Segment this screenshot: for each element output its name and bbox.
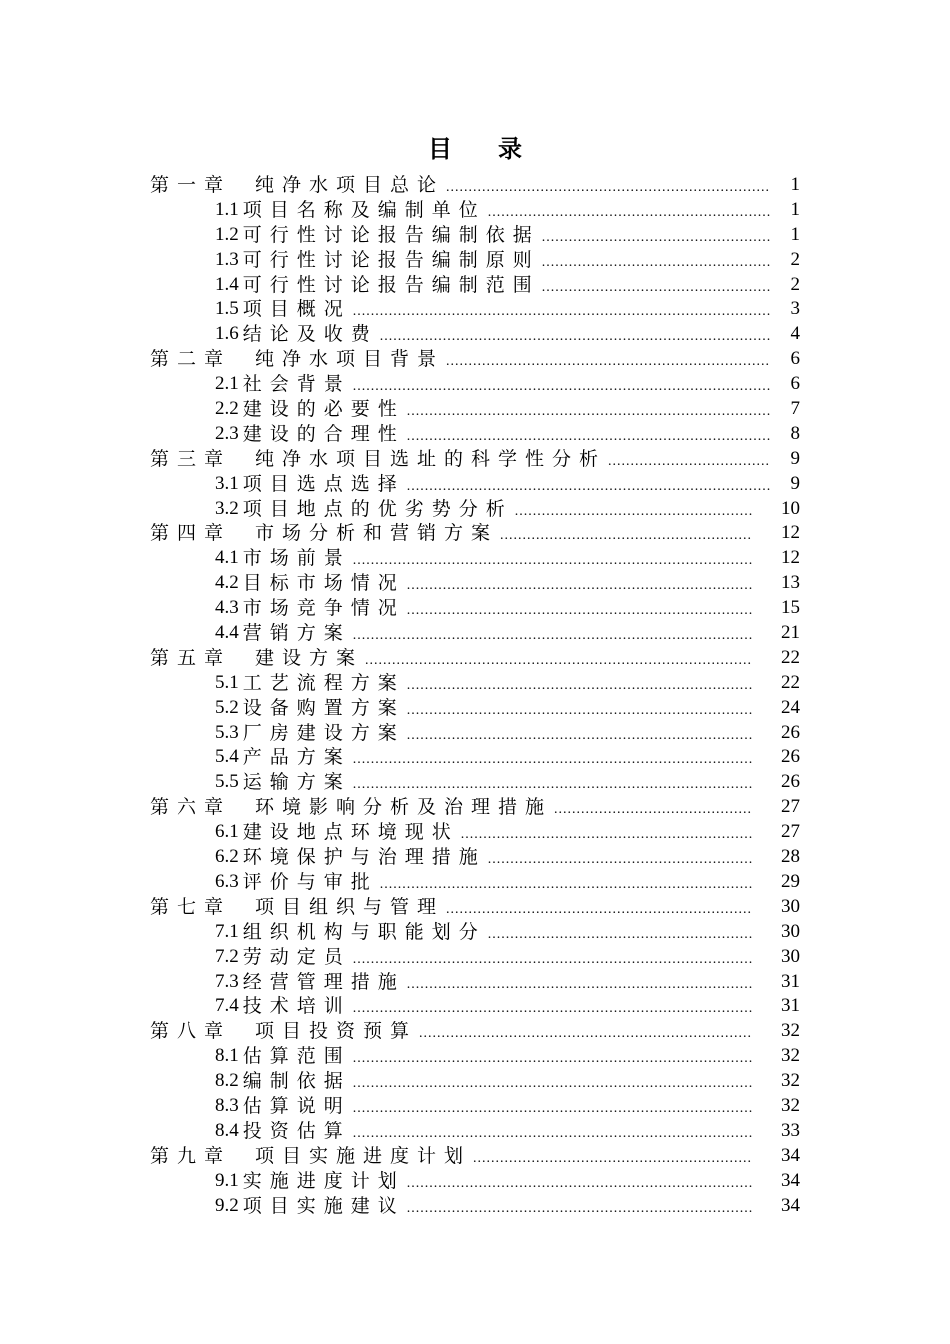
table-of-contents xyxy=(150,173,800,1218)
toc-entry-title: 估算范围 xyxy=(242,1045,351,1068)
toc-section-entry[interactable] xyxy=(150,820,800,845)
toc-chapter-entry[interactable] xyxy=(150,646,800,671)
toc-section-entry[interactable] xyxy=(150,1069,800,1094)
toc-section-entry[interactable] xyxy=(150,621,800,646)
toc-page-number: 1 xyxy=(790,198,800,220)
toc-entry-title: 建设地点环境现状 xyxy=(242,821,459,844)
toc-entry-title: 项目名称及编制单位 xyxy=(242,198,486,221)
toc-entry-title: 实施进度计划 xyxy=(242,1169,405,1192)
toc-entry-title: 市场分析和营销方案 xyxy=(255,522,499,545)
toc-section-entry[interactable] xyxy=(150,248,800,273)
toc-page-number: 1 xyxy=(790,223,800,245)
toc-section-number: 7.4 xyxy=(215,995,239,1017)
toc-entry-title: 纯净水项目总论 xyxy=(255,174,445,196)
toc-entry-title: 建设方案 xyxy=(255,646,364,669)
toc-entry-title: 纯净水项目背景 xyxy=(255,348,445,371)
toc-section-number: 1.3 xyxy=(215,248,239,270)
toc-section-number: 7.1 xyxy=(215,920,239,942)
toc-page-number: 24 xyxy=(781,696,800,718)
toc-chapter-entry[interactable] xyxy=(150,521,800,546)
toc-page-number: 15 xyxy=(781,597,800,619)
toc-entry-title: 产品方案 xyxy=(242,746,351,769)
toc-section-entry[interactable] xyxy=(150,297,800,322)
toc-entry-title: 目标市场情况 xyxy=(242,572,405,595)
toc-page-number: 26 xyxy=(781,721,800,743)
toc-section-entry[interactable] xyxy=(150,1194,800,1219)
toc-section-entry[interactable] xyxy=(150,273,800,298)
toc-entry-title: 结论及收费 xyxy=(242,323,378,346)
toc-page-number: 10 xyxy=(781,497,800,519)
toc-page-number: 21 xyxy=(781,622,800,644)
toc-section-number: 6.2 xyxy=(215,846,239,868)
toc-entry-title: 评价与审批 xyxy=(242,870,378,893)
toc-section-entry[interactable] xyxy=(150,770,800,795)
toc-section-number: 1.4 xyxy=(215,273,239,295)
toc-section-number: 1.2 xyxy=(215,223,239,245)
toc-entry-title: 营销方案 xyxy=(242,622,351,645)
toc-entry-title: 社会背景 xyxy=(242,373,351,396)
toc-entry-title: 劳动定员 xyxy=(242,945,351,968)
toc-page-number: 26 xyxy=(781,771,800,793)
toc-entry-title: 可行性讨论报告编制原则 xyxy=(242,248,540,271)
toc-page-number: 13 xyxy=(781,572,800,594)
toc-entry-title: 市场竞争情况 xyxy=(242,597,405,620)
toc-section-entry[interactable] xyxy=(150,1119,800,1144)
toc-page-number: 31 xyxy=(781,995,800,1017)
toc-entry-title: 估算说明 xyxy=(242,1094,351,1117)
toc-chapter-number: 第七章 xyxy=(150,895,232,918)
toc-entry-title: 建设的合理性 xyxy=(242,422,405,445)
toc-section-entry[interactable] xyxy=(150,372,800,397)
toc-entry-title: 编制依据 xyxy=(242,1070,351,1093)
toc-section-entry[interactable] xyxy=(150,994,800,1019)
toc-chapter-number: 第八章 xyxy=(150,1020,232,1043)
toc-entry-title: 运输方案 xyxy=(242,771,351,794)
toc-entry-title: 项目概况 xyxy=(242,298,351,321)
toc-section-entry[interactable] xyxy=(150,223,800,248)
toc-section-number: 5.2 xyxy=(215,696,239,718)
toc-page-number: 31 xyxy=(781,970,800,992)
toc-page-number: 8 xyxy=(790,422,800,444)
toc-section-number: 4.2 xyxy=(215,572,239,594)
toc-page-number: 6 xyxy=(790,373,800,395)
toc-page-number: 29 xyxy=(781,870,800,892)
toc-chapter-entry[interactable] xyxy=(150,895,800,920)
toc-page-number: 34 xyxy=(781,1144,800,1166)
toc-page-number: 1 xyxy=(790,174,800,195)
toc-section-entry[interactable] xyxy=(150,696,800,721)
toc-chapter-entry[interactable] xyxy=(150,1019,800,1044)
toc-chapter-number: 第四章 xyxy=(150,522,232,545)
toc-section-entry[interactable] xyxy=(150,671,800,696)
toc-section-entry[interactable] xyxy=(150,1044,800,1069)
toc-chapter-number: 第一章 xyxy=(150,174,232,196)
toc-page-number: 12 xyxy=(781,547,800,569)
toc-entry-title: 经营管理措施 xyxy=(242,970,405,993)
toc-entry-title: 设备购置方案 xyxy=(242,696,405,719)
toc-page-number: 2 xyxy=(790,273,800,295)
toc-chapter-entry[interactable] xyxy=(150,1144,800,1169)
toc-chapter-entry[interactable] xyxy=(150,795,800,820)
toc-section-number: 7.3 xyxy=(215,970,239,992)
toc-page-number: 30 xyxy=(781,945,800,967)
toc-section-entry[interactable] xyxy=(150,945,800,970)
toc-section-number: 9.2 xyxy=(215,1194,239,1216)
toc-section-number: 3.2 xyxy=(215,497,239,519)
toc-section-number: 1.6 xyxy=(215,323,239,345)
toc-section-number: 2.1 xyxy=(215,373,239,395)
toc-entry-title: 可行性讨论报告编制范围 xyxy=(242,273,540,296)
toc-section-entry[interactable] xyxy=(150,497,800,522)
toc-page-number: 32 xyxy=(781,1070,800,1092)
toc-section-entry[interactable] xyxy=(150,472,800,497)
toc-section-entry[interactable] xyxy=(150,870,800,895)
toc-section-entry[interactable] xyxy=(150,422,800,447)
toc-page-number: 12 xyxy=(781,522,800,544)
toc-page-number: 22 xyxy=(781,646,800,668)
toc-section-entry[interactable] xyxy=(150,721,800,746)
toc-section-number: 2.2 xyxy=(215,398,239,420)
toc-page-number: 27 xyxy=(781,796,800,818)
toc-entry-title: 可行性讨论报告编制依据 xyxy=(242,223,540,246)
toc-page-number: 30 xyxy=(781,895,800,917)
toc-entry-title: 建设的必要性 xyxy=(242,398,405,421)
toc-section-entry[interactable] xyxy=(150,1169,800,1194)
toc-chapter-entry[interactable] xyxy=(150,447,800,472)
toc-page-number: 32 xyxy=(781,1094,800,1116)
toc-page-number: 2 xyxy=(790,248,800,270)
toc-section-entry[interactable] xyxy=(150,845,800,870)
toc-entry-title: 环境影响分析及治理措施 xyxy=(255,796,553,819)
toc-chapter-entry[interactable] xyxy=(150,173,800,198)
toc-section-number: 5.4 xyxy=(215,746,239,768)
toc-section-number: 8.2 xyxy=(215,1070,239,1092)
toc-entry-title: 技术培训 xyxy=(242,995,351,1018)
toc-entry-title: 投资估算 xyxy=(242,1119,351,1142)
toc-section-entry[interactable] xyxy=(150,198,800,223)
toc-page-number: 7 xyxy=(790,398,800,420)
toc-page-number: 4 xyxy=(790,323,800,345)
toc-section-entry[interactable] xyxy=(150,745,800,770)
toc-page-number: 28 xyxy=(781,846,800,868)
toc-page-number: 33 xyxy=(781,1119,800,1141)
toc-section-number: 6.3 xyxy=(215,870,239,892)
toc-page-number: 32 xyxy=(781,1020,800,1042)
toc-page-number: 32 xyxy=(781,1045,800,1067)
toc-section-number: 5.5 xyxy=(215,771,239,793)
toc-section-number: 4.4 xyxy=(215,622,239,644)
toc-entry-title: 组织机构与职能划分 xyxy=(242,920,486,943)
toc-entry-title: 项目选点选择 xyxy=(242,472,405,495)
toc-page-number: 30 xyxy=(781,920,800,942)
toc-chapter-entry[interactable] xyxy=(150,347,800,372)
toc-section-number: 8.4 xyxy=(215,1119,239,1141)
toc-section-number: 8.3 xyxy=(215,1094,239,1116)
toc-chapter-number: 第三章 xyxy=(150,447,232,470)
toc-chapter-number: 第九章 xyxy=(150,1144,232,1167)
toc-section-number: 8.1 xyxy=(215,1045,239,1067)
toc-entry-title: 环境保护与治理措施 xyxy=(242,846,486,869)
toc-section-entry[interactable] xyxy=(150,970,800,995)
toc-entry-title: 纯净水项目选址的科学性分析 xyxy=(255,447,607,470)
toc-section-entry[interactable] xyxy=(150,596,800,621)
toc-section-entry[interactable] xyxy=(150,546,800,571)
toc-chapter-number: 第六章 xyxy=(150,796,232,819)
toc-section-entry[interactable] xyxy=(150,571,800,596)
toc-section-entry[interactable] xyxy=(150,1094,800,1119)
toc-page-number: 34 xyxy=(781,1169,800,1191)
toc-chapter-number: 第二章 xyxy=(150,348,232,371)
toc-section-number: 2.3 xyxy=(215,422,239,444)
toc-page-number: 3 xyxy=(790,298,800,320)
toc-entry-title: 项目实施建议 xyxy=(242,1194,405,1217)
page-title: 目录 xyxy=(428,135,568,163)
toc-section-number: 7.2 xyxy=(215,945,239,967)
toc-entry-title: 市场前景 xyxy=(242,547,351,570)
toc-entry-title: 项目投资预算 xyxy=(255,1020,418,1043)
toc-chapter-number: 第五章 xyxy=(150,646,232,669)
toc-entry-title: 工艺流程方案 xyxy=(242,671,405,694)
toc-entry-title: 项目组织与管理 xyxy=(255,895,445,918)
toc-section-entry[interactable] xyxy=(150,322,800,347)
toc-page-number: 9 xyxy=(790,447,800,469)
toc-page-number: 9 xyxy=(790,472,800,494)
toc-page-number: 6 xyxy=(790,348,800,370)
toc-section-number: 5.3 xyxy=(215,721,239,743)
toc-entry-title: 项目地点的优劣势分析 xyxy=(242,497,513,520)
toc-entry-title: 项目实施进度计划 xyxy=(255,1144,472,1167)
toc-section-number: 9.1 xyxy=(215,1169,239,1191)
toc-section-number: 1.5 xyxy=(215,298,239,320)
toc-dot-leader xyxy=(407,1197,752,1222)
toc-page-number: 26 xyxy=(781,746,800,768)
toc-section-number: 4.3 xyxy=(215,597,239,619)
toc-page-number: 22 xyxy=(781,671,800,693)
toc-page-number: 34 xyxy=(781,1194,800,1216)
toc-section-number: 4.1 xyxy=(215,547,239,569)
toc-entry-title: 厂房建设方案 xyxy=(242,721,405,744)
toc-section-entry[interactable] xyxy=(150,397,800,422)
toc-section-number: 5.1 xyxy=(215,671,239,693)
toc-section-number: 1.1 xyxy=(215,198,239,220)
toc-section-number: 3.1 xyxy=(215,472,239,494)
toc-page-number: 27 xyxy=(781,821,800,843)
toc-section-number: 6.1 xyxy=(215,821,239,843)
toc-section-entry[interactable] xyxy=(150,920,800,945)
